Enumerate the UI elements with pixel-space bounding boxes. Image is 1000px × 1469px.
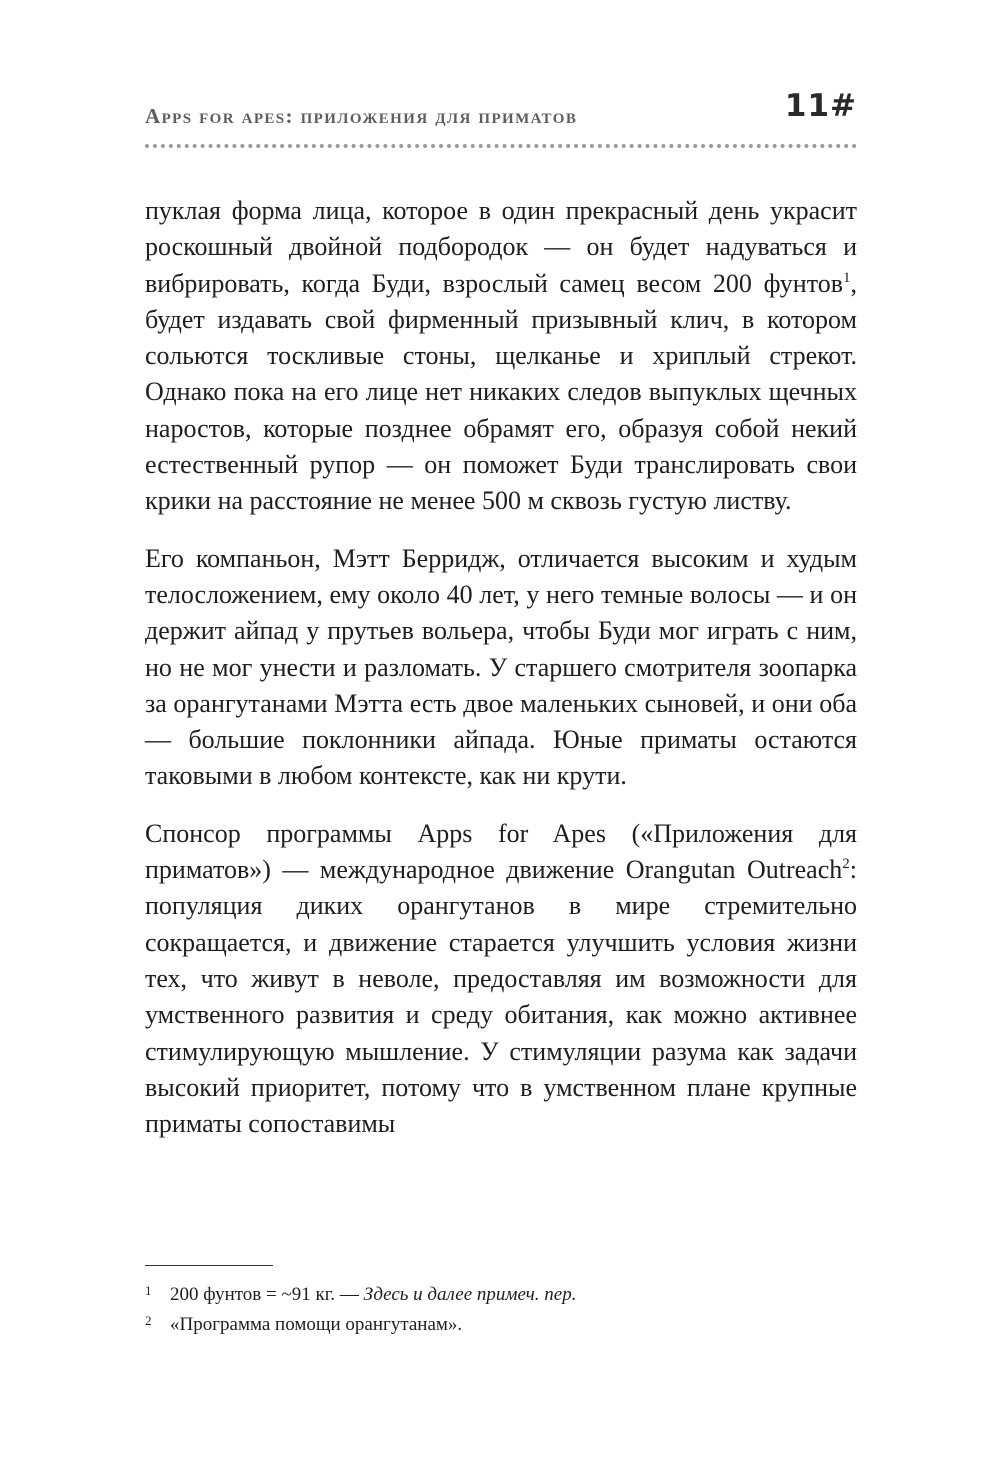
- footnotes: [145, 1280, 857, 1340]
- footnote-1-mark: 1: [145, 1283, 152, 1298]
- footnote-1-translator-note: Здесь и далее примеч. пер.: [363, 1284, 577, 1305]
- body-text: [145, 193, 857, 1163]
- paragraph-3-text-b: : популяция диких орангутанов в мире стремительно сокращается, и движение старается улучшить условия жизни тех, что живут в неволе, предоставляя им возможности для умственного развития и среду обитания, как можно активнее стимулирующую мышление. У стимуляции разума как задачи высокий приоритет, потому что в умственном плане крупные приматы сопоставимы: [145, 855, 857, 1139]
- paragraph-1-text-a: пуклая форма лица, которое в один прекрасный день украсит роскошный двойной подбородок — он будет надуваться и вибрировать, когда Буди, взрослый самец весом 200 фунтов: [145, 196, 857, 298]
- footnote-2-mark: 2: [145, 1313, 152, 1328]
- paragraph-3-text-a: Спонсор программы Apps for Apes («Приложения для приматов») — международное движение Orangutan Outreach: [145, 818, 857, 885]
- footnote-1: [145, 1280, 857, 1310]
- paragraph-1: [145, 193, 857, 520]
- running-title: Apps for apes: приложения для приматов: [145, 104, 578, 128]
- running-header: [145, 88, 857, 138]
- footnote-2: [145, 1310, 857, 1340]
- footnote-ref-1[interactable]: 1: [843, 269, 851, 286]
- header-dotted-rule: [145, 144, 857, 148]
- footnote-2-text: «Программа помощи орангутанам».: [170, 1314, 463, 1335]
- paragraph-3: [145, 816, 857, 1143]
- footnote-rule: [145, 1265, 273, 1266]
- page-number: 11#: [784, 88, 857, 124]
- footnote-1-text: 200 фунтов = ~91 кг. —: [170, 1284, 364, 1305]
- footnote-ref-2[interactable]: 2: [842, 856, 850, 873]
- paragraph-2: Его компаньон, Мэтт Берридж, отличается высоким и худым телосложением, ему около 40 лет, у него темные волосы — и он держит айпад у прутьев вольера, чтобы Буди мог играть с ним, но не мог унести и разломать. У старшего смотрителя зоопарка за орангутанами Мэтта есть двое маленьких сыновей, и они оба — большие поклонники айпада. Юные приматы остаются таковыми в любом контексте, как ни крути.: [145, 543, 857, 791]
- paragraph-1-text-b: , будет издавать свой фирменный призывный клич, в котором сольются тоскливые стоны, щелканье и хриплый стрекот. Однако пока на его лице нет никаких следов выпуклых щечных наростов, которые позднее обрамят его, образуя собой некий естественный рупор — он поможет Буди транслировать свои крики на расстояние не менее 500 м сквозь густую листву.: [145, 268, 857, 516]
